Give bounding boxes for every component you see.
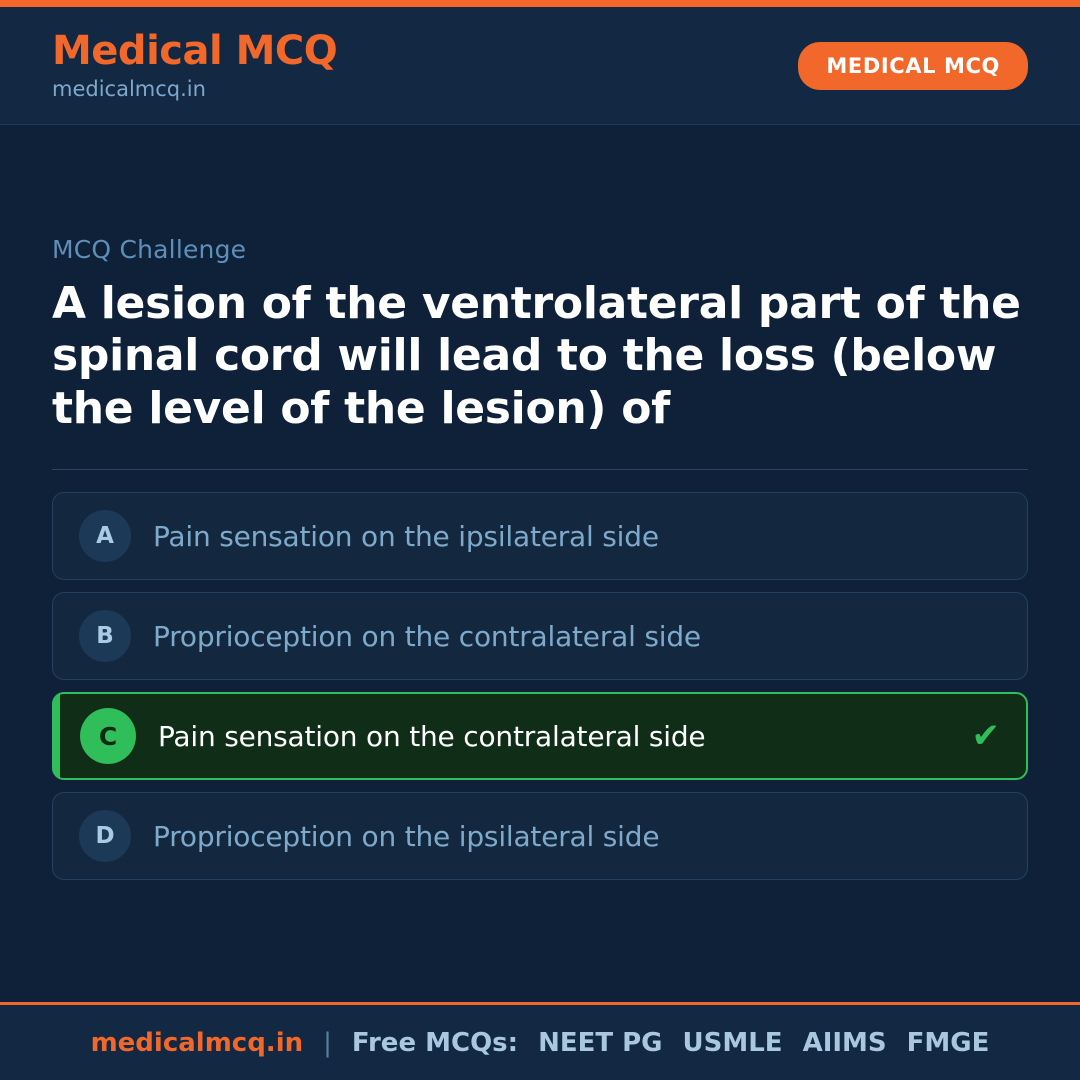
divider (52, 469, 1028, 470)
option-d-letter: D (79, 810, 131, 862)
option-c[interactable] (52, 692, 1028, 780)
footer-label: Free MCQs: (351, 1027, 519, 1058)
brand-subtitle: medicalmcq.in (52, 76, 206, 101)
footer-exam-aiims: AIIMS (802, 1027, 887, 1058)
footer-exam-neetpg: NEET PG (538, 1027, 663, 1058)
header-badge: MEDICAL MCQ (798, 42, 1028, 90)
question-text: A lesion of the ventrolateral part of the spinal cord will lead to the loss (below the level of the lesion) of (52, 278, 1021, 434)
option-c-text: Pain sensation on the contralateral side (158, 719, 706, 753)
footer-inner (91, 1028, 990, 1058)
header (0, 7, 1080, 125)
footer-exam-usmle: USMLE (682, 1027, 783, 1058)
option-b[interactable] (52, 592, 1028, 680)
options-list (52, 492, 1028, 880)
option-b-letter: B (79, 610, 131, 662)
main-content (0, 125, 1080, 1002)
option-d[interactable] (52, 792, 1028, 880)
footer-exam-fmge: FMGE (906, 1027, 990, 1058)
footer-separator: | (323, 1027, 332, 1058)
footer (0, 1002, 1080, 1080)
top-accent-bar (0, 0, 1080, 7)
option-b-text: Proprioception on the contralateral side (153, 619, 701, 653)
option-d-text: Proprioception on the ipsilateral side (153, 819, 660, 853)
option-a[interactable] (52, 492, 1028, 580)
footer-site[interactable]: medicalmcq.in (90, 1027, 304, 1058)
option-a-text: Pain sensation on the ipsilateral side (153, 519, 659, 553)
brand-block (52, 27, 338, 101)
brand-title: Medical MCQ (52, 27, 338, 74)
option-a-letter: A (79, 510, 131, 562)
option-c-letter: C (80, 708, 136, 764)
section-eyebrow: MCQ Challenge (52, 235, 247, 264)
check-icon: ✔ (971, 716, 1000, 757)
